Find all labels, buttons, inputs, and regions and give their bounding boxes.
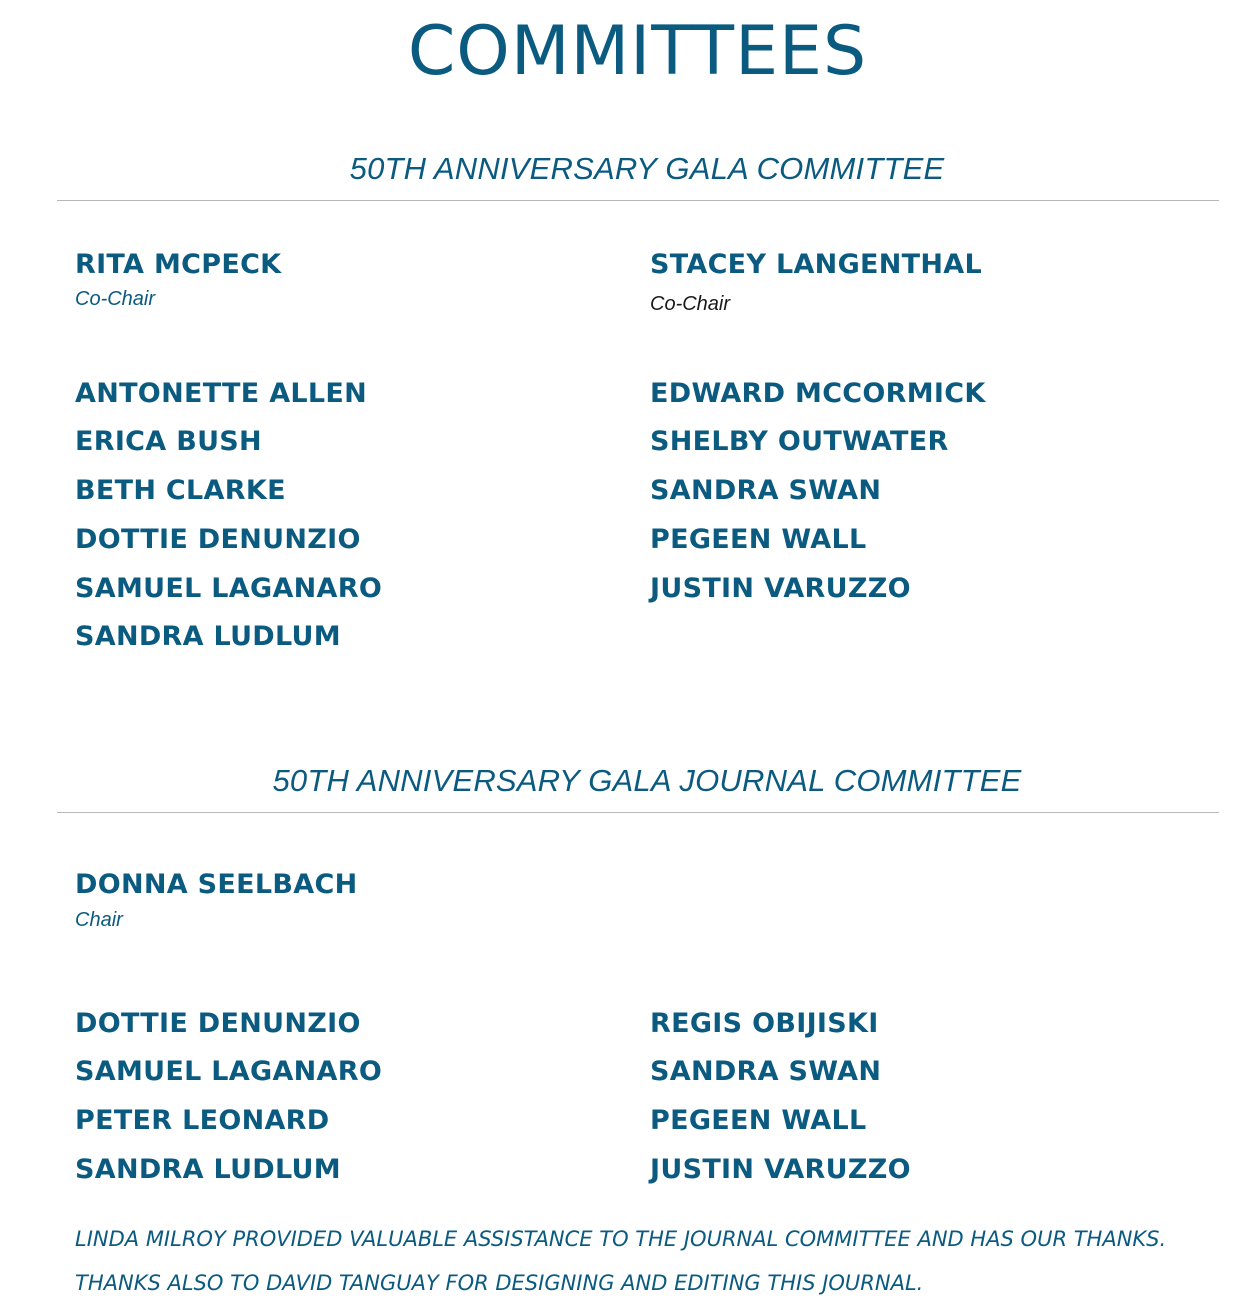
gala-member-name: JUSTIN VARUZZO [650,573,911,604]
co-chair-name: STACEY LANGENTHAL [650,249,982,280]
gala-member-name: ERICA BUSH [75,426,262,457]
acknowledgement-text: LINDA MILROY PROVIDED VALUABLE ASSISTANCE TO THE JOURNAL COMMITTEE AND HAS OUR THANKS. [75,1227,1167,1251]
gala-member-name: BETH CLARKE [75,475,286,506]
co-chair-role: Co-Chair [650,293,731,315]
gala-member-name: SAMUEL LAGANARO [75,573,383,604]
journal-committee-divider [57,812,1219,813]
gala-member-name: PEGEEN WALL [650,524,867,555]
journal-member-name: SANDRA SWAN [650,1056,882,1087]
gala-member-name: SANDRA SWAN [650,475,882,506]
gala-member-name: SHELBY OUTWATER [650,426,949,457]
gala-member-name: SANDRA LUDLUM [75,621,341,652]
journal-member-name: SANDRA LUDLUM [75,1154,341,1185]
journal-member-name: JUSTIN VARUZZO [650,1154,911,1185]
journal-member-name: REGIS OBIJISKI [650,1008,879,1039]
co-chair-role: Co-Chair [75,288,156,310]
page-title: COMMITTEES [407,12,868,91]
journal-committee-heading: 50TH ANNIVERSARY GALA JOURNAL COMMITTEE [272,763,1022,798]
journal-member-name: SAMUEL LAGANARO [75,1056,383,1087]
chair-role: Chair [75,909,123,931]
gala-committee-heading: 50TH ANNIVERSARY GALA COMMITTEE [349,151,945,186]
gala-member-name: ANTONETTE ALLEN [75,378,368,409]
co-chair-name: RITA MCPECK [75,249,282,280]
journal-member-name: PEGEEN WALL [650,1105,867,1136]
gala-committee-divider [57,200,1219,201]
gala-member-name: EDWARD MCCORMICK [650,378,986,409]
journal-member-name: PETER LEONARD [75,1105,330,1136]
chair-name: DONNA SEELBACH [75,869,358,900]
journal-member-name: DOTTIE DENUNZIO [75,1008,361,1039]
gala-member-name: DOTTIE DENUNZIO [75,524,361,555]
acknowledgement-text: THANKS ALSO TO DAVID TANGUAY FOR DESIGNING AND EDITING THIS JOURNAL. [75,1271,924,1295]
